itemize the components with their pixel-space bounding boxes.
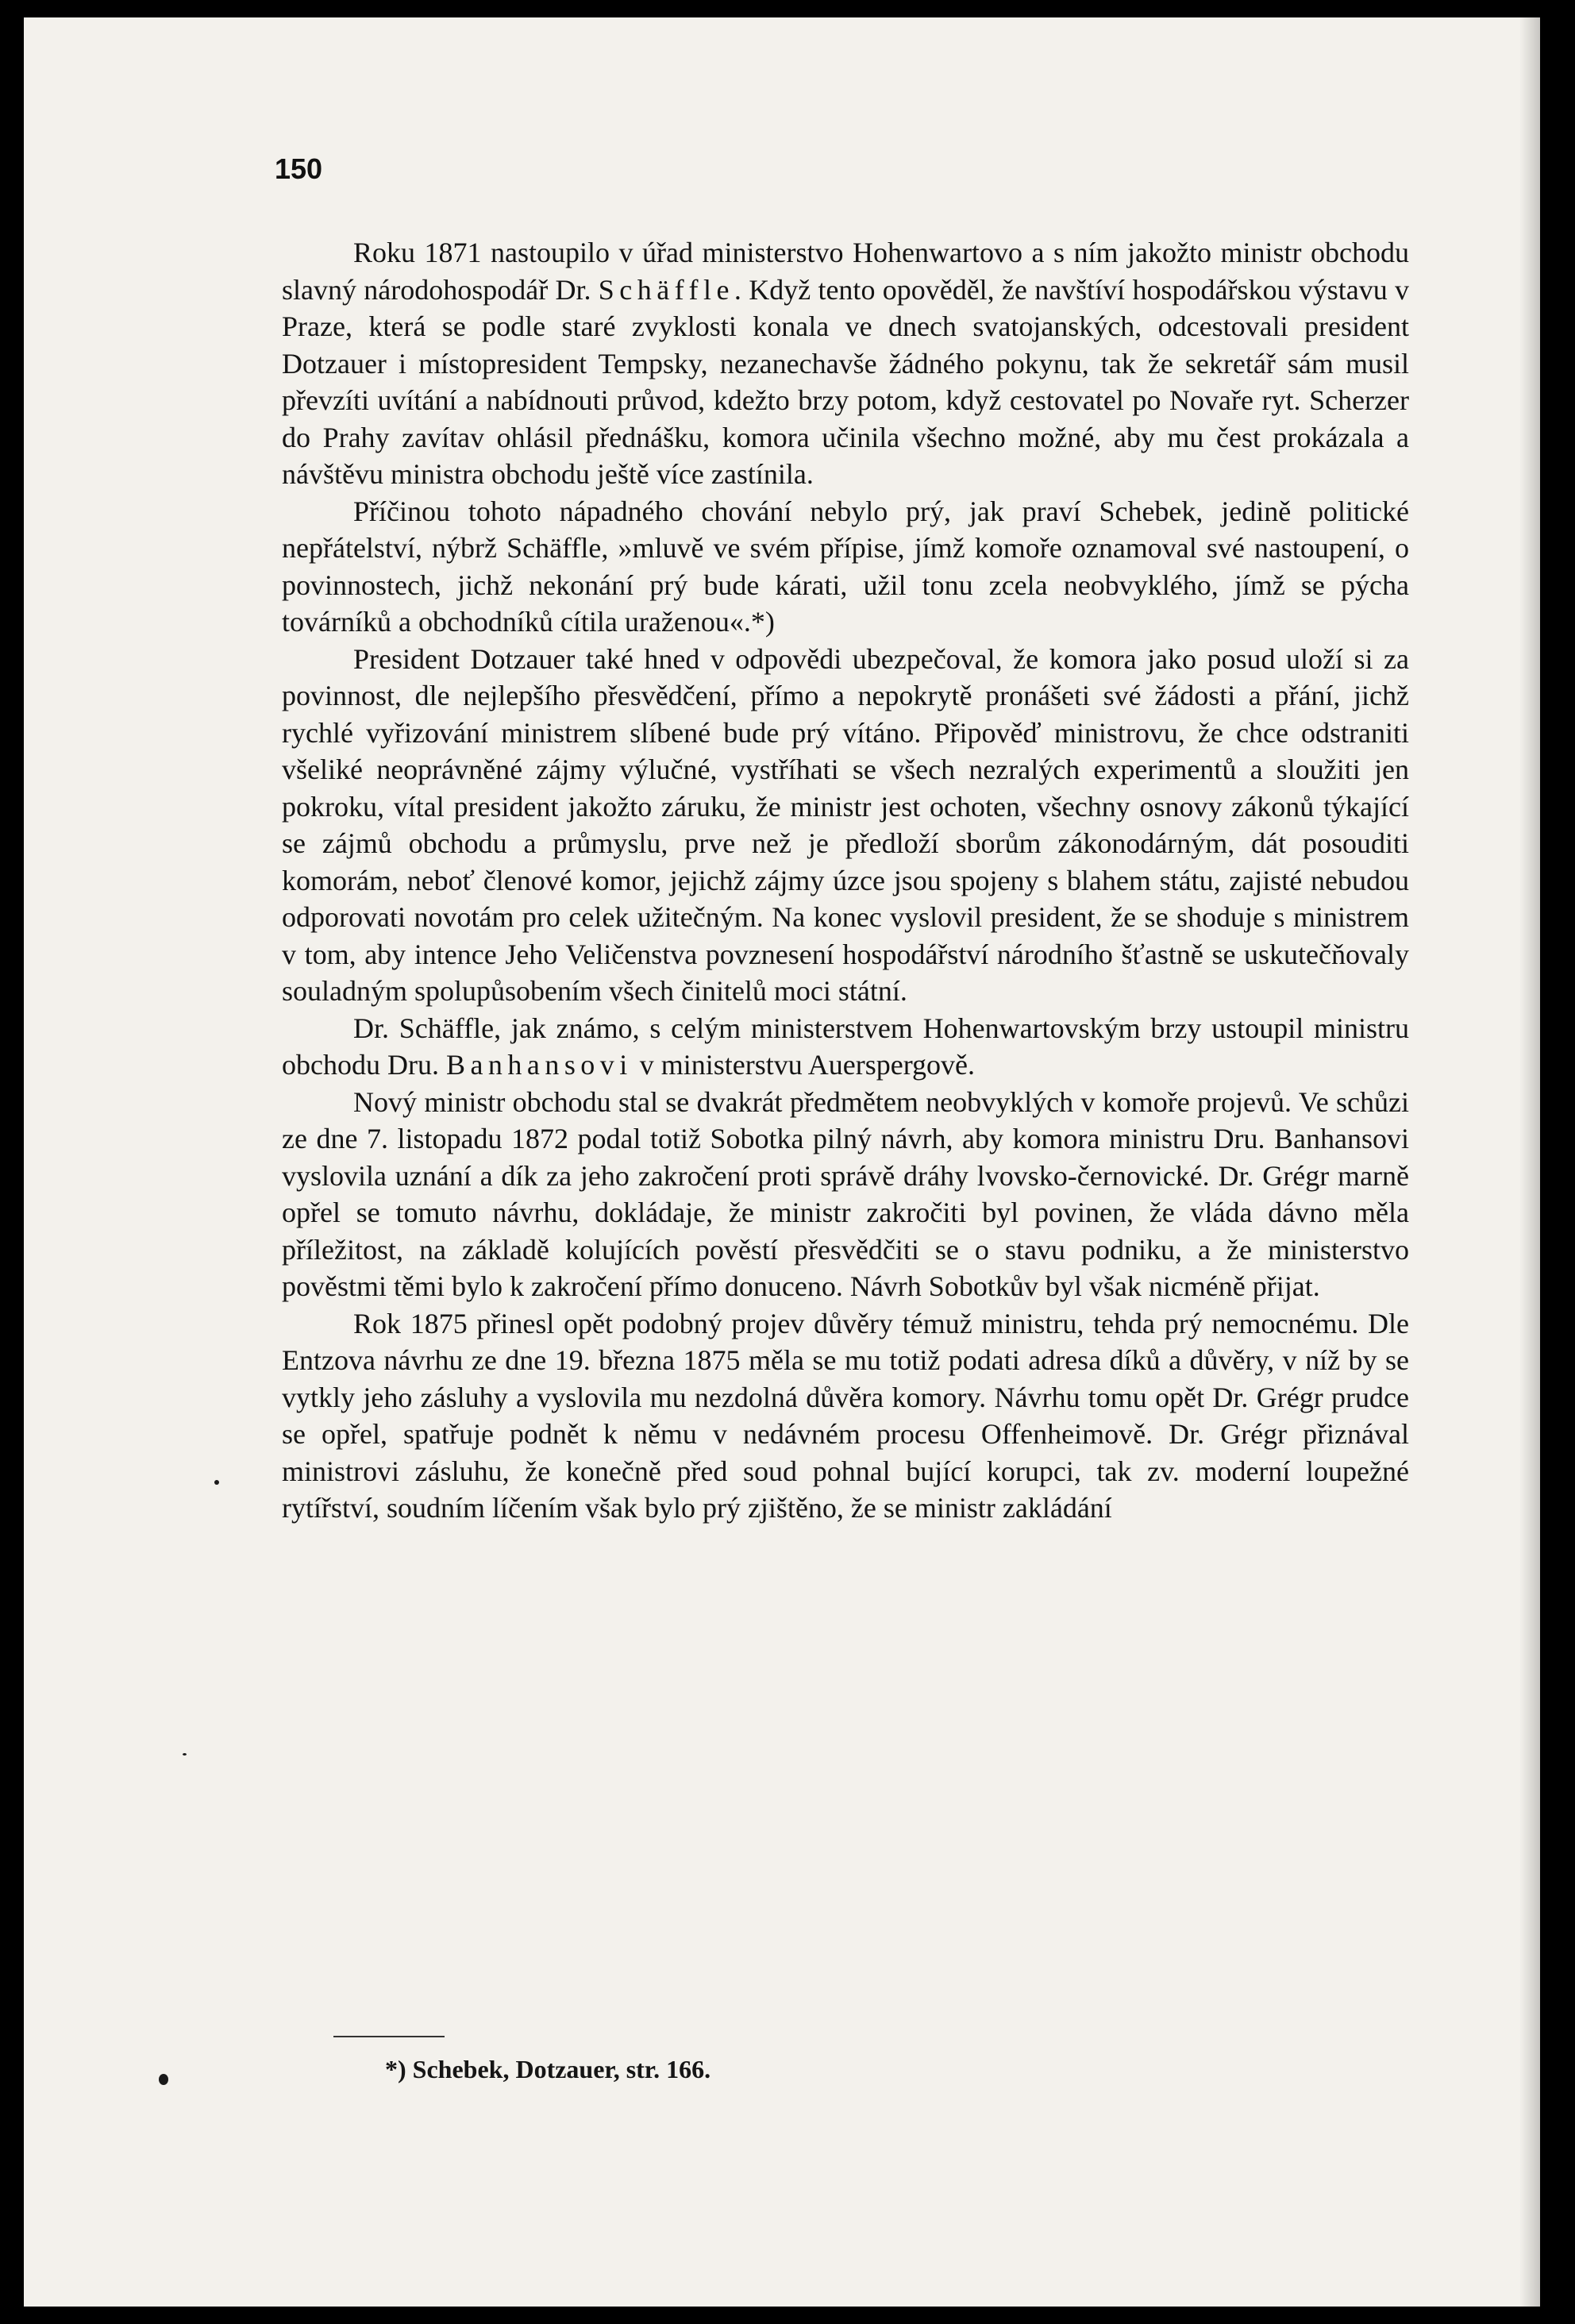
text-span: Rok 1875 přinesl opět podobný projev důvěry témuž ministru, tehda prý nemocnému. Dle Entzova návrhu ze dne 19. března 1875 měla se mu totiž podati adresa díků a důvěry, v níž by se vytkly jeho zásluhy a vyslovila mu nezdolná důvěra komory. Návrhu tomu opět Dr. Grégr prudce se opřel, spatřuje podnět k němu v nedávném procesu Offenheimově. Dr. Grégr přiznával ministrovi zásluhu, že konečně před soud pohnal bující korupci, tak zv. moderní loupežné rytířství, soudním líčením však bylo prý zjištěno, že se ministr zakládání	[282, 1307, 1409, 1524]
scan-speck	[183, 1753, 187, 1756]
emphasized-name: Schäffle	[598, 273, 734, 306]
scan-speck	[159, 2074, 168, 2085]
body-text	[282, 234, 1409, 1527]
text-span: Roku 1871 nastoupilo v úřad ministerstvo Hohenwartovo a s ním jakožto ministr obchodu slavný národohospodář Dr.	[282, 237, 1409, 306]
paragraph	[282, 641, 1409, 1010]
footnote-separator	[333, 2036, 445, 2037]
paragraph	[282, 1305, 1409, 1527]
page-edge-shadow	[1519, 17, 1540, 2307]
book-page	[24, 17, 1540, 2307]
emphasized-name: Banhansovi	[445, 1049, 633, 1081]
paragraph	[282, 1084, 1409, 1305]
footnote: *) Schebek, Dotzauer, str. 166.	[385, 2055, 711, 2083]
paragraph	[282, 234, 1409, 493]
text-span: President Dotzauer také hned v odpovědi ubezpečoval, že komora jako posud uloží si za povinnost, dle nejlepšího přesvědčení, přímo a nepokrytě pronášeti své žádosti a přání, jichž rychlé vyřizování ministrem slíbené bude prý vítáno. Připověď ministrovu, že chce odstraniti všeliké neoprávněné zájmy výlučné, vystříhati se všech nezralých experimentů a sloužiti jen pokroku, vítal president jakožto záruku, že ministr jest ochoten, všechny osnovy zákonů týkající se zájmů obchodu a průmyslu, prve než je předloží sborům zákonodárným, dát posouditi komorám, neboť členové komor, jejichž zájmy úzce jsou spojeny s blahem státu, zajisté nebudou odporovati novotám pro celek užitečným. Na konec vyslovil president, že se shoduje s ministrem v tom, aby intence Jeho Veličenstva povznesení hospodářství národního šťastně se uskutečňovaly souladným spolupůsobením všech činitelů moci státní.	[282, 642, 1409, 1007]
text-span: Dr. Schäffle, jak známo, s celým ministerstvem Hohenwartovským brzy ustoupil ministru obchodu Dru.	[282, 1012, 1409, 1081]
text-span: Nový ministr obchodu stal se dvakrát předmětem neobvyklých v komoře projevů. Ve schůzi ze dne 7. listopadu 1872 podal totiž Sobotka pilný návrh, aby komora ministru Dru. Banhansovi vyslovila uznání a dík za jeho zakročení proti správě dráhy lvovsko-černovické. Dr. Grégr marně opřel se tomuto návrhu, dokládaje, že ministr zakročiti byl povinen, že vláda dávno měla příležitost, na základě kolujících pověstí přesvědčiti se o stavu podniku, a že ministerstvo pověstmi těmi bylo k zakročení přímo donuceno. Návrh Sobotkův byl však nicméně přijat.	[282, 1085, 1409, 1302]
page-number: 150	[275, 152, 323, 185]
text-span: . Když tento opověděl, že navštíví hospodářskou výstavu v Praze, která se podle staré zvyklosti konala ve dnech svatojanských, odcestovali president Dotzauer i místopresident Tempsky, nezanechavše žádného pokynu, tak že sekretář sám musil převzíti uvítání a nabídnouti průvod, kdežto brzy potom, když cestovatel po Novaře ryt. Scherzer do Prahy zavítav ohlásil přednášku, komora učinila všechno možné, aby mu čest prokázala a návštěvu ministra obchodu ještě více zastínila.	[282, 273, 1409, 490]
text-span: Příčinou tohoto nápadného chování nebylo prý, jak praví Schebek, jedině politické nepřátelství, nýbrž Schäffle, »mluvě ve svém přípise, jímž komoře oznamoval své nastoupení, o povinnostech, jichž nekonání prý bude kárati, užil tonu zcela neobvyklého, jímž se pýcha továrníků a obchodníků cítila uraženou«.*)	[282, 495, 1409, 638]
scan-speck	[214, 1480, 219, 1485]
paragraph	[282, 493, 1409, 641]
paragraph	[282, 1010, 1409, 1084]
text-span: v ministerstvu Auerspergově.	[632, 1049, 976, 1081]
